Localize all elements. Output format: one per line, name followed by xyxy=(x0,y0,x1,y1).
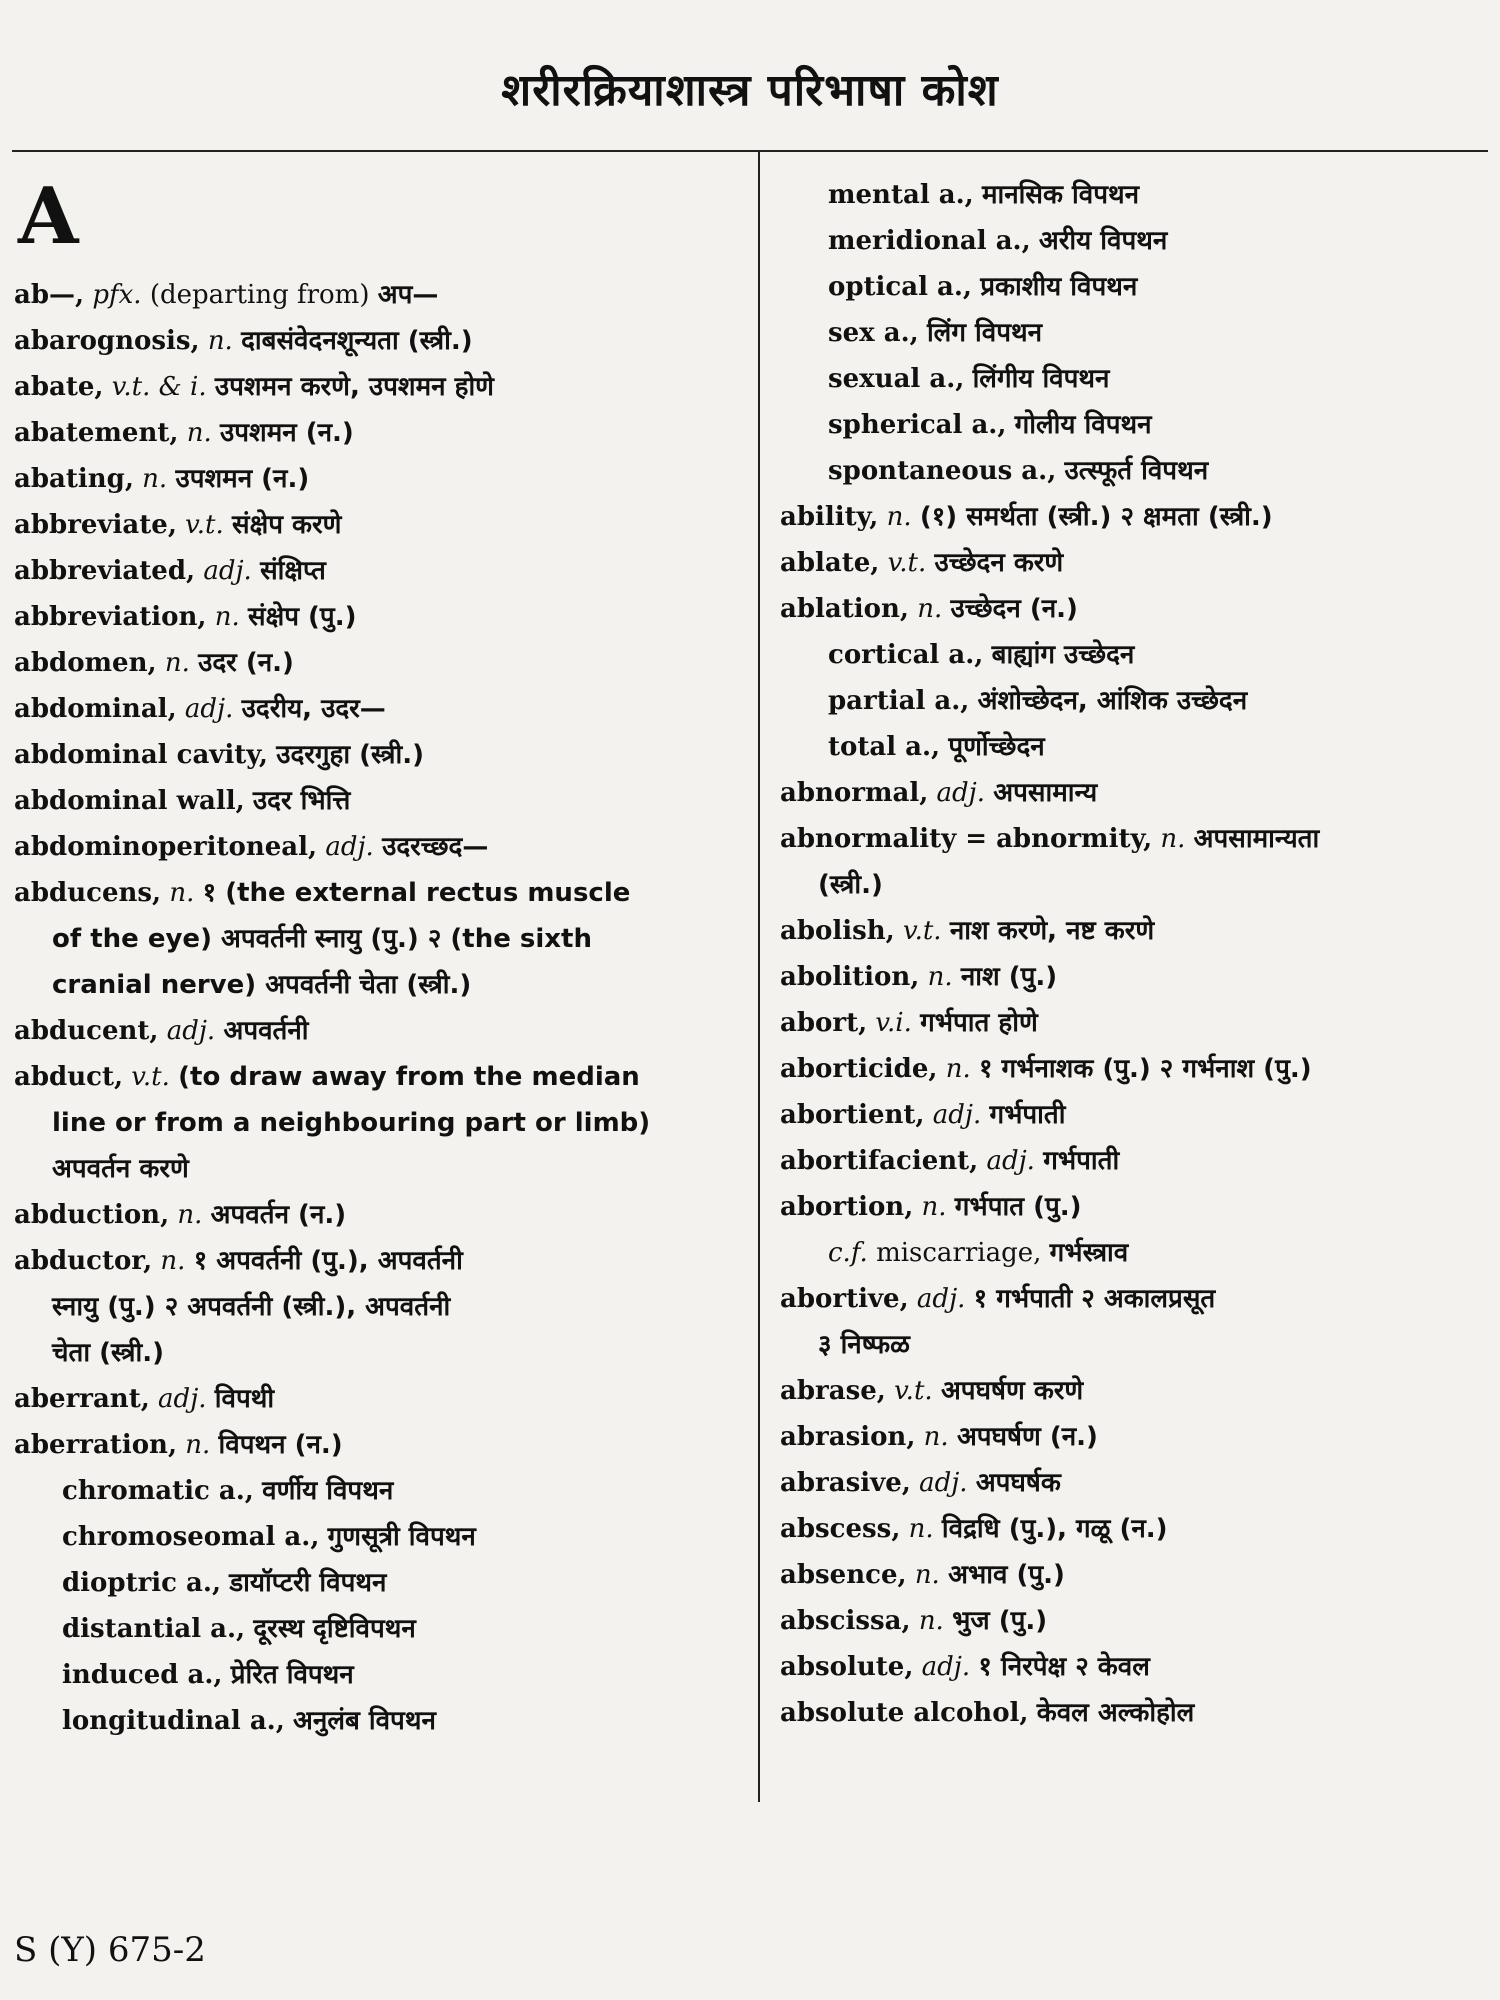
marathi-term: नाश (पु.) xyxy=(960,962,1058,992)
dictionary-entry xyxy=(780,540,1490,586)
marathi-term: नाश करणे, नष्ट करणे xyxy=(949,916,1155,946)
part-of-speech: n. xyxy=(207,326,233,356)
part-of-speech: v.t. xyxy=(902,916,942,946)
headword: abdominal wall, xyxy=(14,786,245,816)
headword: absence, xyxy=(780,1560,907,1590)
headword: abate, xyxy=(14,372,104,402)
definition-line: (to draw away from the median xyxy=(178,1062,640,1092)
section-letter: A xyxy=(18,171,79,262)
marathi-term: गर्भस्त्राव xyxy=(1049,1238,1129,1268)
english-gloss: (departing from) xyxy=(149,280,370,310)
marathi-term: अप— xyxy=(377,280,439,310)
marathi-term: १ निरपेक्ष २ केवल xyxy=(978,1652,1150,1682)
headword: aborticide, xyxy=(780,1054,938,1084)
part-of-speech: n. xyxy=(927,962,953,992)
definition-continuation: स्नायु (पु.) २ अपवर्तनी (स्त्री.), अपवर्तनी xyxy=(52,1292,451,1322)
marathi-term: उत्स्फूर्त विपथन xyxy=(1064,456,1209,486)
headword: abarognosis, xyxy=(14,326,200,356)
headword: abbreviation, xyxy=(14,602,207,632)
headword: sexual a., xyxy=(828,364,965,394)
dictionary-entry xyxy=(780,1184,1490,1230)
marathi-term: गर्भपात (पु.) xyxy=(954,1192,1082,1222)
part-of-speech: v.t. xyxy=(887,548,927,578)
marathi-term: मानसिक विपथन xyxy=(981,180,1140,210)
headword: abducens, xyxy=(14,878,162,908)
marathi-term: (१) समर्थता (स्त्री.) २ क्षमता (स्त्री.) xyxy=(919,502,1273,532)
marathi-term: लिंगीय विपथन xyxy=(972,364,1110,394)
headword: ablate, xyxy=(780,548,880,578)
dictionary-entry xyxy=(780,1460,1490,1506)
definition-continuation: cranial nerve) अपवर्तनी चेता (स्त्री.) xyxy=(52,970,472,1000)
part-of-speech: n. xyxy=(185,1430,211,1460)
dictionary-entry xyxy=(780,1368,1490,1414)
dictionary-entry xyxy=(14,640,744,686)
marathi-term: गर्भपाती xyxy=(989,1100,1066,1130)
headword: abduct, xyxy=(14,1062,124,1092)
dictionary-entry xyxy=(14,686,744,732)
dictionary-entry xyxy=(780,1046,1490,1092)
dictionary-entry xyxy=(14,548,744,594)
part-of-speech: n. xyxy=(945,1054,971,1084)
headword: abnormality = abnormity, xyxy=(780,824,1153,854)
marathi-term: केवल अल्कोहोल xyxy=(1036,1698,1195,1728)
marathi-term: विपथन (न.) xyxy=(218,1430,343,1460)
cf-label: c.f. xyxy=(828,1238,868,1268)
headword: ab—, xyxy=(14,280,85,310)
dictionary-entry xyxy=(780,1690,1490,1736)
headword: induced a., xyxy=(62,1660,223,1690)
definition-line: अपसामान्यता xyxy=(1193,824,1320,854)
headword: abdominal cavity, xyxy=(14,740,268,770)
part-of-speech: adj. xyxy=(932,1100,982,1130)
marathi-term: गर्भपाती xyxy=(1043,1146,1120,1176)
headword: abortient, xyxy=(780,1100,925,1130)
dictionary-entry xyxy=(780,1552,1490,1598)
headword: aberrant, xyxy=(14,1384,150,1414)
dictionary-entry xyxy=(14,1192,744,1238)
headword: abortive, xyxy=(780,1284,909,1314)
part-of-speech: n. xyxy=(923,1422,949,1452)
dictionary-entry xyxy=(780,908,1490,954)
marathi-term: उपशमन करणे, उपशमन होणे xyxy=(214,372,494,402)
dictionary-entry xyxy=(780,1000,1490,1046)
marathi-term: दाबसंवेदनशून्यता (स्त्री.) xyxy=(241,326,473,356)
dictionary-entry xyxy=(14,456,744,502)
right-column xyxy=(780,172,1490,1736)
definition-continuation: चेता (स्त्री.) xyxy=(52,1338,164,1368)
sub-entry xyxy=(780,724,1490,770)
marathi-term: दूरस्थ दृष्टिविपथन xyxy=(253,1614,416,1644)
headword: ablation, xyxy=(780,594,909,624)
marathi-term: प्रकाशीय विपथन xyxy=(980,272,1138,302)
headword: abdominoperitoneal, xyxy=(14,832,318,862)
headword: abbreviate, xyxy=(14,510,177,540)
headword: abductor, xyxy=(14,1246,153,1276)
marathi-term: लिंग विपथन xyxy=(926,318,1043,348)
marathi-term: संक्षिप्त xyxy=(260,556,326,586)
headword: chromoseomal a., xyxy=(62,1522,320,1552)
dictionary-entry xyxy=(14,364,744,410)
part-of-speech: n. xyxy=(1160,824,1186,854)
marathi-term: पूर्णोच्छेदन xyxy=(948,732,1045,762)
dictionary-entry xyxy=(14,1376,744,1422)
headword: aberration, xyxy=(14,1430,177,1460)
dictionary-entry xyxy=(14,870,744,1008)
marathi-term: गोलीय विपथन xyxy=(1014,410,1152,440)
left-entries xyxy=(14,272,744,1744)
marathi-term: अपसामान्य xyxy=(993,778,1098,808)
headword: partial a., xyxy=(828,686,970,716)
sub-entry xyxy=(780,172,1490,218)
headword: meridional a., xyxy=(828,226,1031,256)
dictionary-entry xyxy=(14,594,744,640)
definition-continuation: ३ निष्फळ xyxy=(818,1330,910,1360)
headword: abating, xyxy=(14,464,134,494)
headword: abnormal, xyxy=(780,778,929,808)
headword: sex a., xyxy=(828,318,919,348)
definition-line: १ अपवर्तनी (पु.), अपवर्तनी xyxy=(193,1246,463,1276)
headword: abdominal, xyxy=(14,694,177,724)
dictionary-entry xyxy=(14,1054,744,1192)
headword: abducent, xyxy=(14,1016,159,1046)
headword: cortical a., xyxy=(828,640,984,670)
part-of-speech: n. xyxy=(169,878,195,908)
marathi-term: उदरगुहा (स्त्री.) xyxy=(276,740,424,770)
marathi-term: अपवर्तन (न.) xyxy=(210,1200,347,1230)
headword: abrasive, xyxy=(780,1468,911,1498)
sub-entry xyxy=(780,264,1490,310)
marathi-term: अंशोच्छेदन, आंशिक उच्छेदन xyxy=(977,686,1248,716)
part-of-speech: pfx. xyxy=(92,280,142,310)
marathi-term: उपशमन (न.) xyxy=(220,418,354,448)
dictionary-entry xyxy=(14,1238,744,1376)
page-title: शरीरक्रियाशास्त्र परिभाषा कोश xyxy=(501,65,999,116)
headword: abatement, xyxy=(14,418,179,448)
page-footer-code: S (Y) 675-2 xyxy=(14,1930,206,1970)
sub-entry xyxy=(14,1652,744,1698)
dictionary-entry xyxy=(14,1422,744,1468)
dictionary-entry xyxy=(780,1644,1490,1690)
part-of-speech: adj. xyxy=(986,1146,1035,1176)
dictionary-entry xyxy=(14,502,744,548)
part-of-speech: adj. xyxy=(203,556,252,586)
dictionary-entry xyxy=(14,1008,744,1054)
definition-continuation: अपवर्तन करणे xyxy=(52,1154,189,1184)
dictionary-entry xyxy=(14,824,744,870)
part-of-speech: adj. xyxy=(916,1284,966,1314)
part-of-speech: n. xyxy=(917,594,943,624)
dictionary-entry xyxy=(780,586,1490,632)
headword: abrasion, xyxy=(780,1422,916,1452)
sub-entry xyxy=(14,1514,744,1560)
right-entries xyxy=(780,172,1490,1736)
part-of-speech: n. xyxy=(214,602,240,632)
marathi-term: विपथी xyxy=(214,1384,275,1414)
marathi-term: उदरच्छद— xyxy=(382,832,489,862)
part-of-speech: n. xyxy=(914,1560,940,1590)
marathi-term: वर्णीय विपथन xyxy=(262,1476,394,1506)
headword: abrase, xyxy=(780,1376,886,1406)
headword: abortifacient, xyxy=(780,1146,979,1176)
headword: abort, xyxy=(780,1008,868,1038)
dictionary-entry xyxy=(780,954,1490,1000)
part-of-speech: n. xyxy=(921,1192,947,1222)
dictionary-entry xyxy=(780,1598,1490,1644)
headword: abortion, xyxy=(780,1192,914,1222)
marathi-term: उदर (न.) xyxy=(198,648,294,678)
part-of-speech: v.t. xyxy=(185,510,224,540)
marathi-term: उच्छेदन करणे xyxy=(934,548,1064,578)
dictionary-entry xyxy=(780,1276,1490,1368)
sub-entry xyxy=(14,1606,744,1652)
column-divider xyxy=(758,152,760,1802)
headword: mental a., xyxy=(828,180,974,210)
marathi-term: अरीय विपथन xyxy=(1038,226,1168,256)
part-of-speech: n. xyxy=(177,1200,203,1230)
marathi-term: डायॉप्टरी विपथन xyxy=(229,1568,387,1598)
marathi-term: बाह्यांग उच्छेदन xyxy=(991,640,1135,670)
marathi-term: गर्भपात होणे xyxy=(920,1008,1038,1038)
headword: absolute, xyxy=(780,1652,914,1682)
dictionary-entry xyxy=(14,778,744,824)
sub-entry xyxy=(14,1698,744,1744)
dictionary-entry xyxy=(780,1138,1490,1184)
sub-entry xyxy=(780,356,1490,402)
dictionary-entry xyxy=(780,816,1490,908)
marathi-term: अभाव (पु.) xyxy=(948,1560,1065,1590)
part-of-speech: n. xyxy=(886,502,912,532)
marathi-term: संक्षेप (पु.) xyxy=(248,602,357,632)
headword: abdomen, xyxy=(14,648,157,678)
left-column xyxy=(14,172,744,1744)
definition-line: १ (the external rectus muscle xyxy=(202,878,631,908)
headword: spontaneous a., xyxy=(828,456,1057,486)
part-of-speech: n. xyxy=(164,648,190,678)
dictionary-entry xyxy=(780,1414,1490,1460)
part-of-speech: adj. xyxy=(325,832,374,862)
definition-continuation: of the eye) अपवर्तनी स्नायु (पु.) २ (the sixth xyxy=(52,924,592,954)
headword: chromatic a., xyxy=(62,1476,254,1506)
headword: absolute alcohol, xyxy=(780,1698,1029,1728)
part-of-speech: v.t. xyxy=(131,1062,170,1092)
marathi-term: अपघर्षण करणे xyxy=(940,1376,1084,1406)
dictionary-entry xyxy=(14,272,744,318)
marathi-term: उच्छेदन (न.) xyxy=(950,594,1078,624)
part-of-speech: adj. xyxy=(158,1384,207,1414)
sub-entry xyxy=(780,310,1490,356)
headword: distantial a., xyxy=(62,1614,246,1644)
part-of-speech: v.t. xyxy=(894,1376,933,1406)
sub-entry xyxy=(14,1468,744,1514)
dictionary-entry xyxy=(780,1506,1490,1552)
marathi-term: अपवर्तनी xyxy=(223,1016,309,1046)
headword: abolish, xyxy=(780,916,895,946)
headword: abscess, xyxy=(780,1514,901,1544)
definition-continuation: line or from a neighbouring part or limb) xyxy=(52,1108,651,1138)
marathi-term: प्रेरित विपथन xyxy=(230,1660,354,1690)
headword: ability, xyxy=(780,502,879,532)
part-of-speech: n. xyxy=(142,464,168,494)
marathi-term: अपघर्षक xyxy=(975,1468,1061,1498)
headword: longitudinal a., xyxy=(62,1706,285,1736)
dictionary-entry xyxy=(14,318,744,364)
part-of-speech: n. xyxy=(186,418,212,448)
part-of-speech: adj. xyxy=(919,1468,968,1498)
headword: total a., xyxy=(828,732,941,762)
headword: abolition, xyxy=(780,962,920,992)
part-of-speech: adj. xyxy=(184,694,234,724)
part-of-speech: adj. xyxy=(921,1652,971,1682)
marathi-term: उदरीय, उदर— xyxy=(241,694,386,724)
sub-entry xyxy=(780,402,1490,448)
part-of-speech: n. xyxy=(918,1606,944,1636)
marathi-term: अनुलंब विपथन xyxy=(293,1706,436,1736)
part-of-speech: n. xyxy=(160,1246,186,1276)
marathi-term: विद्रधि (पु.), गळू (न.) xyxy=(941,1514,1168,1544)
marathi-term: उदर भित्ति xyxy=(252,786,351,816)
dictionary-entry xyxy=(14,732,744,778)
header-rule xyxy=(12,150,1488,152)
headword: abscissa, xyxy=(780,1606,911,1636)
dictionary-entry xyxy=(780,770,1490,816)
headword: abbreviated, xyxy=(14,556,196,586)
sub-entry xyxy=(780,632,1490,678)
headword: optical a., xyxy=(828,272,972,302)
headword: abduction, xyxy=(14,1200,170,1230)
marathi-term: गुणसूत्री विपथन xyxy=(327,1522,476,1552)
sub-entry xyxy=(14,1560,744,1606)
part-of-speech: adj. xyxy=(936,778,986,808)
dictionary-entry xyxy=(14,410,744,456)
definition-line: १ गर्भपाती २ अकालप्रसूत xyxy=(973,1284,1216,1314)
part-of-speech: adj. xyxy=(166,1016,216,1046)
part-of-speech: n. xyxy=(908,1514,934,1544)
marathi-term: अपघर्षण (न.) xyxy=(956,1422,1098,1452)
sub-entry xyxy=(780,1230,1490,1276)
part-of-speech: v.i. xyxy=(875,1008,912,1038)
marathi-term: उपशमन (न.) xyxy=(175,464,310,494)
headword: spherical a., xyxy=(828,410,1007,440)
marathi-term: संक्षेप करणे xyxy=(232,510,342,540)
definition-continuation: (स्त्री.) xyxy=(818,870,883,900)
marathi-term: भुज (पु.) xyxy=(952,1606,1048,1636)
sub-entry xyxy=(780,448,1490,494)
sub-entry xyxy=(780,678,1490,724)
dictionary-entry xyxy=(780,1092,1490,1138)
sub-entry xyxy=(780,218,1490,264)
headword: dioptric a., xyxy=(62,1568,221,1598)
english-gloss: miscarriage, xyxy=(876,1238,1042,1268)
part-of-speech: v.t. & i. xyxy=(111,372,207,402)
dictionary-entry xyxy=(780,494,1490,540)
marathi-term: १ गर्भनाशक (पु.) २ गर्भनाश (पु.) xyxy=(978,1054,1312,1084)
